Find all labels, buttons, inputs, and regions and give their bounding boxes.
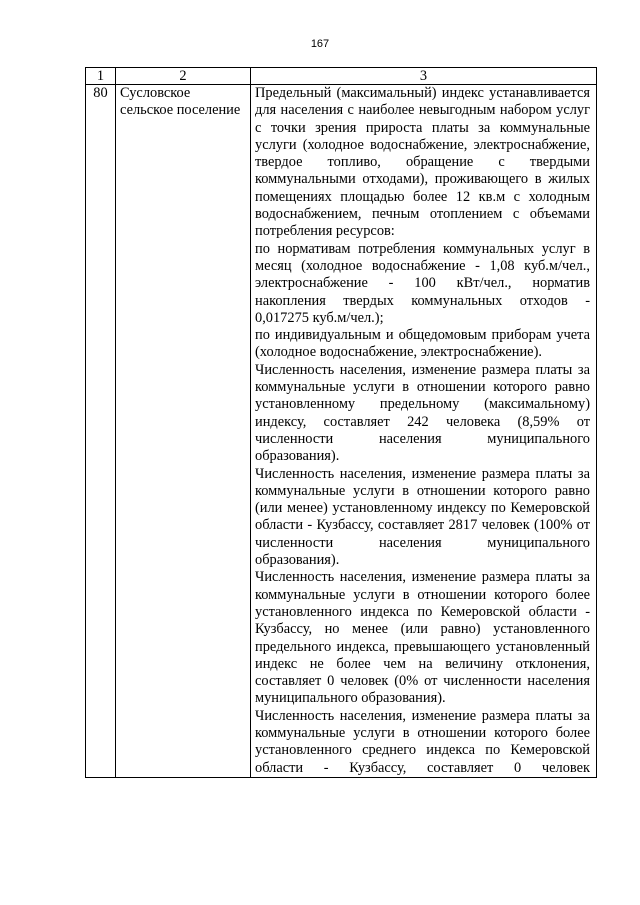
paragraph-population-max-index: Численность населения, изменение размера платы за коммунальные услуги в отношении которого равно установленному предельному (максимальному) индексу, составляет 242 человека (8,59% от численности населения муниципального образования). — [255, 361, 590, 465]
paragraph-population-above-average: Численность населения, изменение размера платы за коммунальные услуги в отношении которого более установленного среднего индекса по Кемеровской области - Кузбассу, составляет 0 человек — [255, 707, 590, 776]
header-cell-2: 2 — [116, 68, 251, 85]
paragraph-norms: по нормативам потребления коммунальных услуг в месяц (холодное водоснабжение - 1,08 куб.м/чел., электроснабжение - 100 кВт/чел., норматив накопления твердых коммунальных отходов - 0,017275 куб.м/чел.); — [255, 240, 590, 326]
data-table — [85, 67, 597, 778]
header-cell-3: 3 — [251, 68, 597, 85]
row-number: 80 — [86, 85, 116, 778]
table-header-row — [86, 68, 597, 85]
table-row — [86, 85, 597, 778]
paragraph-meters: по индивидуальным и общедомовым приборам учета (холодное водоснабжение, электроснабжение). — [255, 327, 590, 361]
paragraph-index-definition: Предельный (максимальный) индекс устанавливается для населения с наиболее невыгодным набором услуг с точки зрения прироста платы за коммунальные услуги (холодное водоснабжение, электроснабжение, твердое топливо, обращение с твердыми коммунальными отходами), проживающего в жилых помещениях площадью более 12 кв.м с холодным водоснабжением, печным отоплением с объемами потребления ресурсов: — [255, 85, 590, 240]
paragraph-population-deviation: Численность населения, изменение размера платы за коммунальные услуги в отношении которого более установленного индекса по Кемеровской области - Кузбассу, но менее (или равно) установленного предельного индекса, превышающего установленный индекс не более чем на величину отклонения, составляет 0 человек (0% от численности населения муниципального образования). — [255, 569, 590, 707]
description-cell — [251, 85, 597, 778]
municipality-name: Сусловское сельское поселение — [116, 85, 251, 778]
page-number: 167 — [310, 38, 330, 50]
paragraph-population-regional-index: Численность населения, изменение размера платы за коммунальные услуги в отношении которого равно (или менее) установленному индексу по Кемеровской области - Кузбассу, составляет 2817 человек (100% от численности населения муниципального образования). — [255, 465, 590, 569]
header-cell-1: 1 — [86, 68, 116, 85]
